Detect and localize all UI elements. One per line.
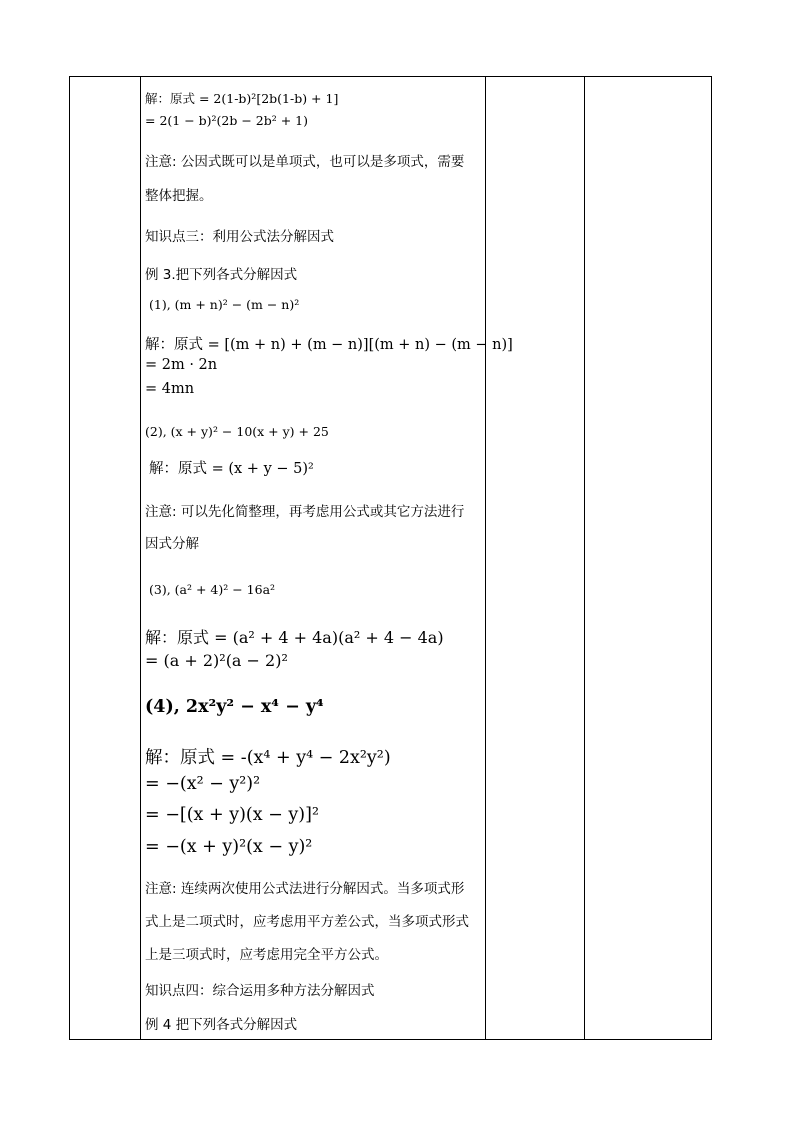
solution-line: 解：原式 = 2(1-b)²[2b(1-b) + 1] — [145, 91, 339, 106]
note-line: 注意: 公因式既可以是单项式，也可以是多项式，需要 — [145, 154, 465, 170]
solution-line: = 4mn — [145, 381, 195, 397]
problem-line: (3), (a² + 4)² − 16a² — [149, 582, 276, 597]
solution-line: = 2m · 2n — [145, 357, 218, 373]
solution-line: = −(x + y)²(x − y)² — [145, 837, 313, 857]
column-divider-3 — [584, 77, 585, 1039]
column-divider-1 — [140, 77, 141, 1039]
note-line: 因式分解 — [145, 536, 199, 552]
problem-line: (1), (m + n)² − (m − n)² — [149, 297, 300, 312]
lesson-table — [69, 76, 712, 1040]
solution-line: = −(x² − y²)² — [145, 774, 261, 794]
note-line: 上是三项式时，应考虑用完全平方公式。 — [145, 947, 388, 963]
solution-line: = 2(1 − b)²(2b − 2b² + 1) — [145, 113, 309, 128]
solution-line: 解：原式 = -(x⁴ + y⁴ − 2x²y²) — [145, 748, 391, 768]
solution-line: 解：原式 = [(m + n) + (m − n)][(m + n) − (m − n)] — [145, 337, 513, 353]
note-line: 注意: 可以先化简整理，再考虑用公式或其它方法进行 — [145, 504, 465, 520]
note-line: 注意: 连续两次使用公式法进行分解因式。当多项式形 — [145, 881, 465, 897]
note-line: 整体把握。 — [145, 188, 213, 204]
solution-line: = (a + 2)²(a − 2)² — [145, 651, 288, 670]
solution-line: 解：原式 = (x + y − 5)² — [149, 461, 314, 477]
knowledge-point-heading: 知识点三：利用公式法分解因式 — [145, 229, 334, 245]
problem-line: (4), 2x²y² − x⁴ − y⁴ — [145, 697, 324, 717]
solution-line: = −[(x + y)(x − y)]² — [145, 805, 319, 825]
solution-line: 解：原式 = (a² + 4 + 4a)(a² + 4 − 4a) — [145, 628, 444, 647]
example-heading: 例 4 把下列各式分解因式 — [145, 1017, 298, 1033]
note-line: 式上是二项式时，应考虑用平方差公式，当多项式形式 — [145, 914, 469, 930]
knowledge-point-heading: 知识点四：综合运用多种方法分解因式 — [145, 983, 375, 999]
column-divider-2 — [485, 77, 486, 1039]
example-heading: 例 3.把下列各式分解因式 — [145, 267, 298, 283]
problem-line: (2), (x + y)² − 10(x + y) + 25 — [145, 424, 329, 439]
